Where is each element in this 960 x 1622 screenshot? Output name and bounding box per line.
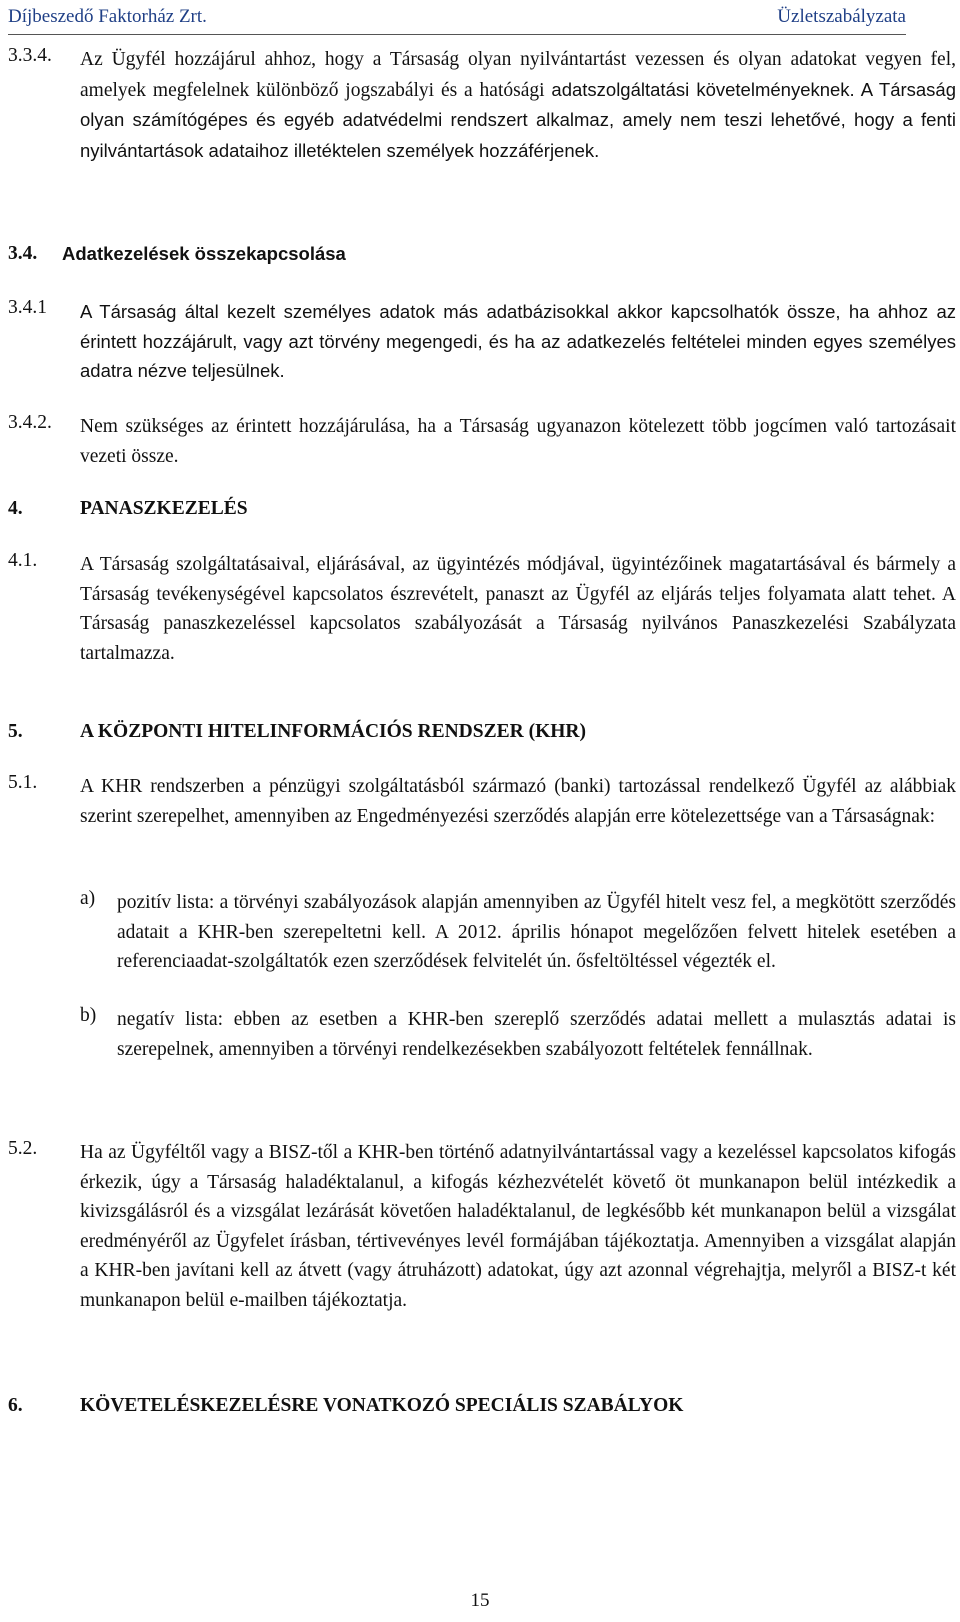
list-item-b xyxy=(0,1005,960,1100)
paragraph-number: 5.2. xyxy=(8,1138,38,1159)
paragraph-4-1 xyxy=(0,550,960,700)
paragraph-number: 3.4.2. xyxy=(8,412,52,433)
section-title: A KÖZPONTI HITELINFORMÁCIÓS RENDSZER (KHR) xyxy=(80,721,586,742)
page-number: 15 xyxy=(470,1590,490,1611)
list-item-label: b) xyxy=(80,1005,97,1026)
paragraph-text: A Társaság által kezelt személyes adatok más adatbázisokkal akkor kapcsolhatók össze, ha ahhoz az érintett hozzájárult, vagy azt törvény megengedi, és ha az adatkezelés feltételei minden egyes személyes adatra nézve teljesülnek. xyxy=(80,301,956,381)
paragraph-text-sans: adatszolgáltatási követelményeknek. A Társaság olyan számítógépes és egyéb adatvédelmi rendszert alkalmaz, amely nem teszi lehetővé, hogy a fenti nyilvántartások adataihoz illetéktelen személyek hozzáférjenek. xyxy=(80,78,957,161)
section-number: 4. xyxy=(8,498,23,519)
paragraph-number: 3.4.1 xyxy=(8,297,47,318)
list-item-text: pozitív lista: a törvényi szabályozások alapján amennyiben az Ügyfél hitelt vesz fel, a megkötött szerződés adatait a KHR-ben szerepeltetni kell. A 2012. április hónapot megelőzően felvett hitelek esetében a referenciaadat-szolgáltatók ezen szerződések felvitelét ún. ősfeltöltéssel végezték el. xyxy=(117,892,956,972)
paragraph-text: Ha az Ügyféltől vagy a BISZ-től a KHR-ben történő adatnyilvántartással vagy a kezeléssel kapcsolatos kifogás érkezik, úgy a Társaság haladéktalanul, a kifogás kézhezvételét követő öt munkanapon belül intézkedik a kivizsgálásról és a vizsgálat lezárását követően haladéktalanul, de legkésőbb két munkanapon belül a vizsgálat eredményéről az Ügyfelet írásban, tértivevényes levél formájában tájékoztatja. Amennyiben a vizsgálat alapján a KHR-ben javítani kell az átvett (vagy átruházott) adatokat, úgy azt azonnal végrehajtja, melyről a BISZ-t két munkanapon belül e-mailben tájékoztatja. xyxy=(80,1142,956,1311)
paragraph-text xyxy=(80,45,956,166)
paragraph-5-2 xyxy=(0,1138,960,1378)
section-heading-5 xyxy=(0,721,960,751)
section-heading-4 xyxy=(0,498,960,528)
list-item-a xyxy=(0,888,960,1008)
section-title: Adatkezelések összekapcsolása xyxy=(62,243,346,264)
paragraph-3-4-1 xyxy=(0,297,960,392)
paragraph-text: A Társaság szolgáltatásaival, eljárásával, az ügyintézés módjával, ügyintézőinek magatartásával és bármely a Társaság tevékenységével kapcsolatos észrevételt, panaszt az Ügyfél az eljárás teljes folyamata alatt tehet. A Társaság panaszkezeléssel kapcsolatos szabályozását a Társaság nyilvános Panaszkezelési Szabályzata tartalmazza. xyxy=(80,554,956,664)
paragraph-number: 3.3.4. xyxy=(8,45,52,66)
page-header xyxy=(8,4,906,35)
paragraph-3-3-4 xyxy=(0,45,960,225)
list-item-text: negatív lista: ebben az esetben a KHR-ben szereplő szerződés adatai mellett a mulasztás adatai is szerepelnek, amennyiben a törvényi rendelkezésekben szabályozott feltételek fennállnak. xyxy=(117,1009,956,1060)
section-number: 6. xyxy=(8,1395,23,1416)
section-title: KÖVETELÉSKEZELÉSRE VONATKOZÓ SPECIÁLIS SZABÁLYOK xyxy=(80,1395,684,1416)
paragraph-5-1 xyxy=(0,772,960,867)
header-company: Díjbeszedő Faktorház Zrt. xyxy=(8,6,207,27)
section-heading-6 xyxy=(0,1395,960,1425)
paragraph-number: 4.1. xyxy=(8,550,38,571)
paragraph-text: Nem szükséges az érintett hozzájárulása, ha a Társaság ugyanazon kötelezett több jogcímen való tartozásait vezeti össze. xyxy=(80,416,956,467)
section-heading-3-4 xyxy=(0,243,960,273)
section-number: 3.4. xyxy=(8,243,38,264)
paragraph-3-4-2 xyxy=(0,412,960,477)
paragraph-number: 5.1. xyxy=(8,772,38,793)
header-document-title: Üzletszabályzata xyxy=(777,6,906,27)
section-number: 5. xyxy=(8,721,23,742)
paragraph-text-serif: Az Ügyfél hozzájárul ahhoz, hogy a Társaság olyan nyilvántartást vezessen és olyan adatokat vegyen fel, amelyek megfelelnek különböző jogszabályi és a hatósági xyxy=(80,49,956,101)
list-item-label: a) xyxy=(80,888,96,909)
paragraph-text: A KHR rendszerben a pénzügyi szolgáltatásból származó (banki) tartozással rendelkező Ügyfél az alábbiak szerint szerepelhet, amennyiben az Engedményezési szerződés alapján erre kötelezettsége van a Társaságnak: xyxy=(80,776,956,827)
section-title: PANASZKEZELÉS xyxy=(80,498,248,519)
